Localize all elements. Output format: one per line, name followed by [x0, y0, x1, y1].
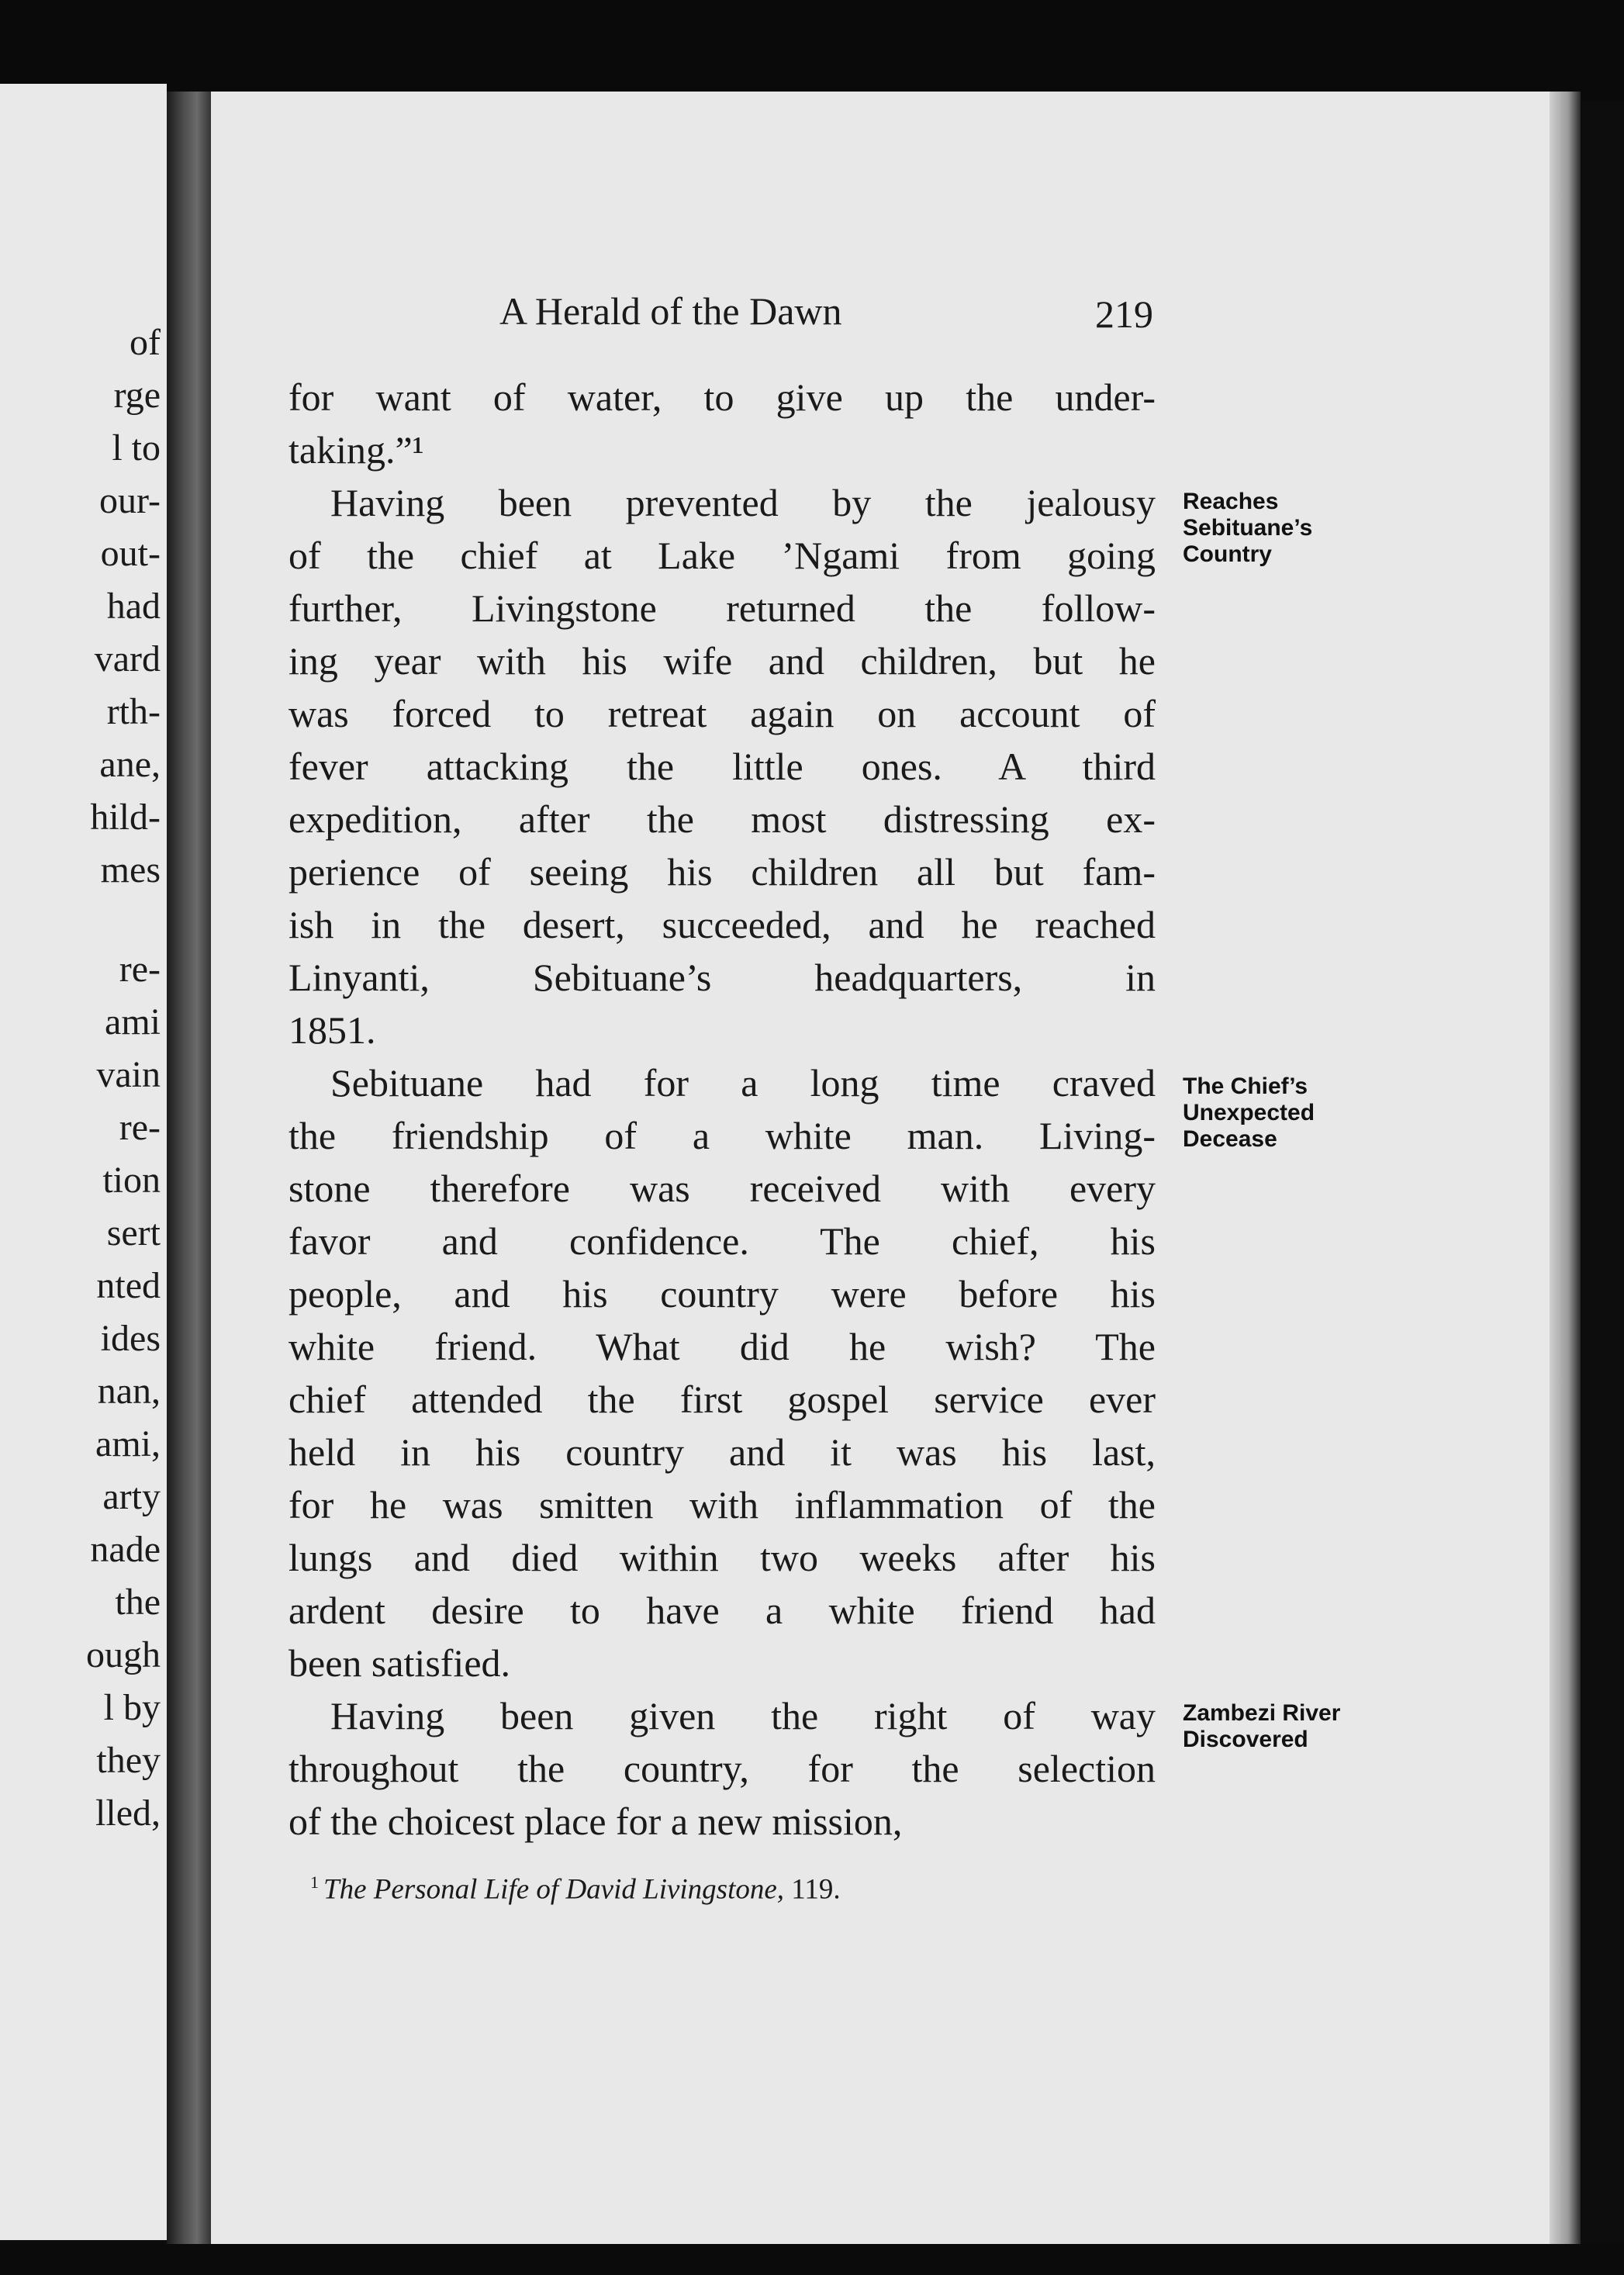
left-line: vard [94, 638, 161, 679]
left-line: re- [119, 949, 161, 990]
side-note-line: Discovered [1183, 1727, 1308, 1752]
text-line: throughout the country, for the selection [289, 1747, 1156, 1790]
side-note-line: Zambezi River [1183, 1700, 1341, 1726]
left-line: hild- [90, 797, 161, 838]
left-line: sert [106, 1212, 161, 1253]
left-line: tion [102, 1160, 161, 1201]
side-note-reaches-country [1183, 489, 1312, 568]
left-line: re- [119, 1107, 161, 1148]
text-line: ing year with his wife and children, but he [289, 639, 1156, 683]
left-line: l by [103, 1687, 161, 1728]
paragraph [289, 1689, 1156, 1848]
text-line: of the chief at Lake ’Ngami from going [289, 534, 1156, 577]
text-line: for want of water, to give up the under- [289, 375, 1156, 419]
footnote-marker: 1 [310, 1872, 319, 1892]
side-note-line: The Chief’s [1183, 1074, 1308, 1099]
left-line: they [96, 1740, 161, 1781]
side-note-line: Country [1183, 541, 1272, 567]
paragraph [289, 476, 1156, 1056]
text-line: lungs and died within two weeks after his [289, 1536, 1156, 1579]
side-note-zambezi [1183, 1700, 1340, 1753]
side-note-line: Unexpected [1183, 1100, 1315, 1125]
text-line: the friendship of a white man. Living- [289, 1114, 1156, 1157]
text-line: fever attacking the little ones. A third [289, 745, 1156, 788]
left-line: nan, [97, 1371, 161, 1412]
left-line: ough [86, 1634, 161, 1675]
page-edge [1550, 92, 1581, 2256]
scan-bottom-border [0, 2244, 1624, 2275]
book-gutter [167, 92, 213, 2256]
left-line: ami [105, 1001, 161, 1042]
left-line: rth- [106, 691, 161, 732]
paragraph [289, 1056, 1156, 1689]
left-line: ami, [95, 1423, 161, 1464]
text-line: ish in the desert, succeeded, and he reached [289, 903, 1156, 946]
left-line: ane, [99, 744, 161, 785]
scan-top-border [0, 0, 1624, 101]
side-note-line: Sebituane’s [1183, 515, 1313, 541]
text-line: perience of seeing his children all but fam- [289, 850, 1156, 894]
text-line: chief attended the first gospel service ever [289, 1378, 1156, 1421]
footnote [310, 1872, 841, 1906]
text-line: was forced to retreat again on account of [289, 692, 1156, 735]
text-line: further, Livingstone returned the follow- [289, 586, 1156, 630]
page-number: 219 [1095, 292, 1153, 336]
side-note-line: Reaches [1183, 489, 1279, 514]
text-line: taking.”¹ [289, 428, 424, 472]
text-line: Linyanti, Sebituane’s headquarters, in [289, 956, 1156, 999]
body-text [289, 371, 1156, 1848]
left-line: rge [113, 375, 161, 416]
left-line: vain [96, 1054, 161, 1095]
left-line: our- [98, 480, 161, 521]
text-line: expedition, after the most distressing ex- [289, 797, 1156, 841]
text-line: ardent desire to have a white friend had [289, 1589, 1156, 1632]
footnote-page: 119. [791, 1873, 841, 1906]
text-line: 1851. [289, 1008, 376, 1052]
text-line: Sebituane had for a long time craved [330, 1061, 1156, 1105]
text-line: Having been given the right of way [330, 1694, 1156, 1737]
left-line: nted [96, 1265, 161, 1306]
text-line: for he was smitten with inflammation of the [289, 1483, 1156, 1526]
text-line: held in his country and it was his last, [289, 1430, 1156, 1474]
left-line: the [115, 1582, 161, 1623]
left-line: had [106, 586, 161, 627]
left-page [0, 84, 167, 2240]
left-line: l to [112, 427, 161, 468]
footnote-title: The Personal Life of David Livingstone, [323, 1873, 785, 1906]
left-line: lled, [95, 1793, 161, 1834]
text-line: been satisfied. [289, 1641, 511, 1685]
running-title: A Herald of the Dawn [499, 289, 842, 333]
left-line: of [130, 322, 161, 363]
left-page-text [86, 316, 161, 1840]
left-line: arty [102, 1476, 161, 1517]
left-line: nade [90, 1529, 161, 1570]
paragraph [289, 371, 1156, 476]
text-line: stone therefore was received with every [289, 1167, 1156, 1210]
side-note-chief-decease [1183, 1074, 1315, 1153]
text-line: white friend. What did he wish? The [289, 1325, 1156, 1368]
text-line: Having been prevented by the jealousy [330, 481, 1156, 524]
left-line: ides [100, 1318, 161, 1359]
left-line: out- [100, 533, 161, 574]
side-note-line: Decease [1183, 1126, 1277, 1152]
left-line: mes [100, 849, 161, 890]
text-line: people, and his country were before his [289, 1272, 1156, 1316]
text-line: favor and confidence. The chief, his [289, 1219, 1156, 1263]
text-line: of the choicest place for a new mission, [289, 1800, 903, 1843]
